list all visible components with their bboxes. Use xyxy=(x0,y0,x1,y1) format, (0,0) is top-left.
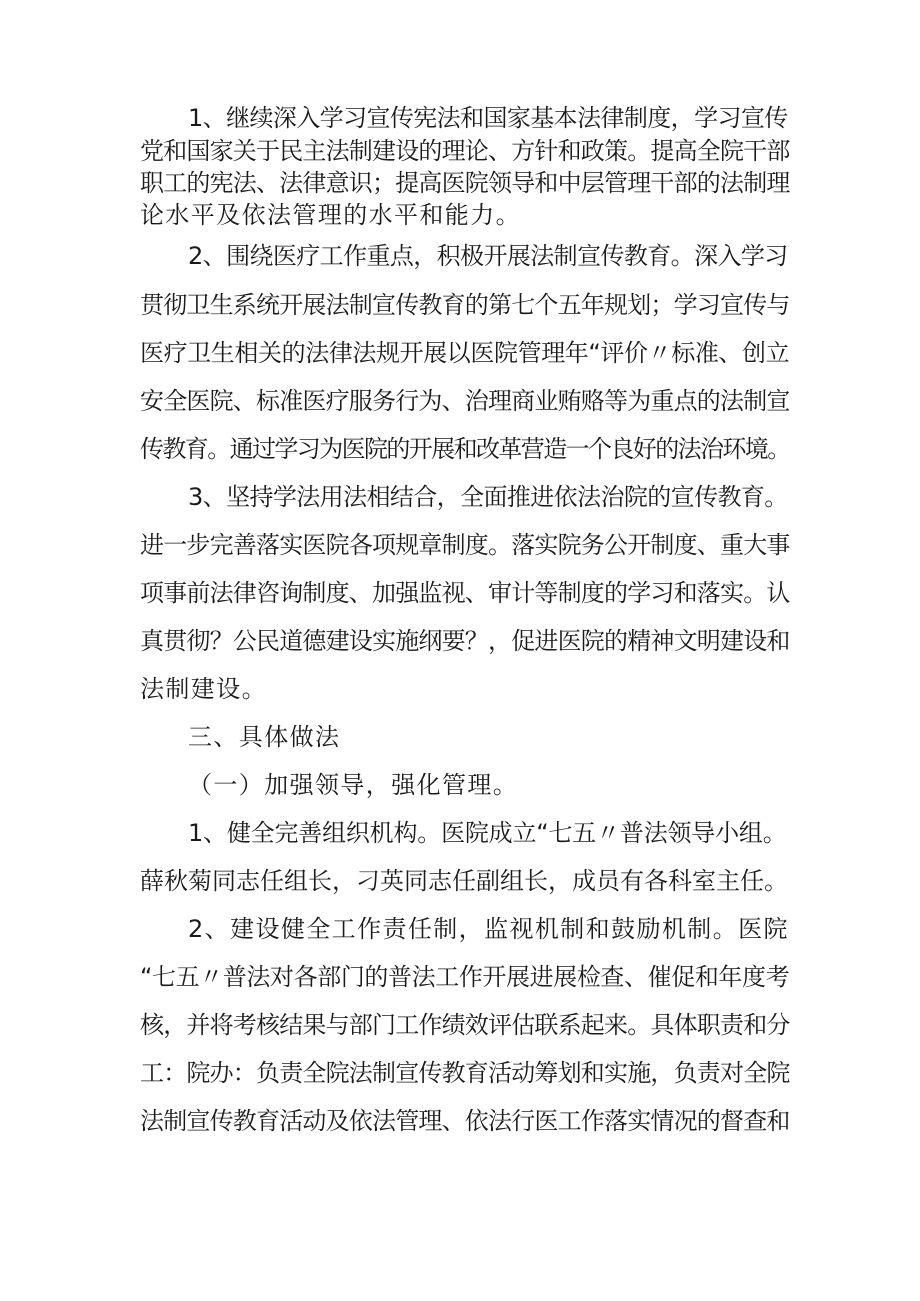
item-2-line-3: 核，并将考核结果与部门工作绩效评估联系起来。具体职责和分 xyxy=(140,1011,790,1039)
paragraph-2-line-5: 传教育。通过学习为医院的开展和改革营造一个良好的法治环境。 xyxy=(140,435,790,463)
paragraph-2-line-1: 2、围绕医疗工作重点，积极开展法制宣传教育。深入学习 xyxy=(188,242,788,270)
item-2-line-1: 2、建设健全工作责任制，监视机制和鼓励机制。医院 xyxy=(188,915,789,943)
paragraph-3-line-1: 3、坚持学法用法相结合，全面推进依法治院的宣传教育。 xyxy=(188,483,788,511)
paragraph-3-line-5: 法制建设。 xyxy=(140,675,267,703)
subsection-heading: （一）加强领导，强化管理。 xyxy=(188,771,519,799)
paragraph-3-line-2: 进一步完善落实医院各项规章制度。落实院务公开制度、重大事 xyxy=(140,531,790,559)
paragraph-3-line-3: 项事前法律咨询制度、加强监视、审计等制度的学习和落实。认 xyxy=(140,579,790,607)
item-1-line-2: 薛秋菊同志任组长，刁英同志任副组长，成员有各科室主任。 xyxy=(140,867,788,895)
paragraph-1-line-4: 论水平及依法管理的水平和能力。 xyxy=(140,201,521,229)
item-1-line-1: 1、健全完善组织机构。医院成立“七五〃普法领导小组。 xyxy=(188,819,787,847)
item-2-line-4: 工：院办：负责全院法制宣传教育活动筹划和实施，负责对全院 xyxy=(140,1059,790,1087)
paragraph-2-line-3: 医疗卫生相关的法律法规开展以医院管理年“评价〃标准、创立 xyxy=(140,339,790,367)
item-2-line-5: 法制宣传教育活动及依法管理、依法行医工作落实情况的督查和 xyxy=(140,1107,790,1135)
paragraph-2-line-2: 贯彻卫生系统开展法制宣传教育的第七个五年规划；学习宣传与 xyxy=(140,291,790,319)
item-2-line-2: “七五〃普法对各部门的普法工作开展进展检查、催促和年度考 xyxy=(140,963,790,991)
paragraph-2-line-4: 安全医院、标准医疗服务行为、治理商业贿赂等为重点的法制宣 xyxy=(140,387,790,415)
paragraph-3-line-4: 真贯彻？公民道德建设实施纲要？，促进医院的精神文明建设和 xyxy=(140,627,790,655)
section-heading: 三、具体做法 xyxy=(188,723,341,751)
paragraph-1-line-1: 1、继续深入学习宣传宪法和国家基本法律制度，学习宣传 xyxy=(188,104,788,132)
paragraph-1-line-3: 职工的宪法、法律意识；提高医院领导和中层管理干部的法制理 xyxy=(140,169,790,197)
paragraph-1-line-2: 党和国家关于民主法制建设的理论、方针和政策。提高全院干部 xyxy=(140,137,790,165)
